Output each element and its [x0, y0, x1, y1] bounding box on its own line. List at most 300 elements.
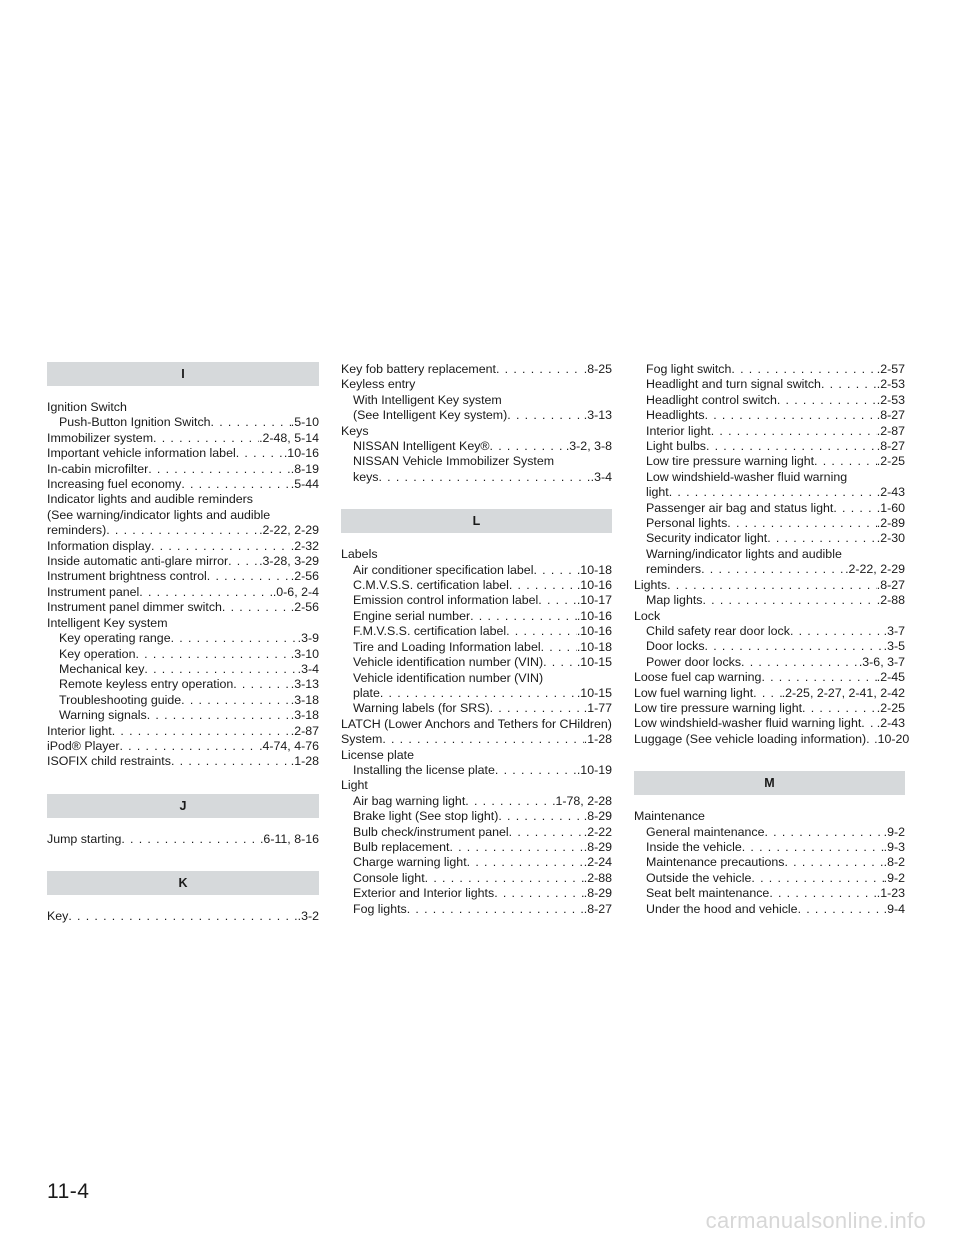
- index-entry-term: iPod® Player: [47, 738, 120, 753]
- index-entry-page-ref: .3-2, 3-8: [565, 439, 612, 454]
- index-entry: [47, 569, 319, 584]
- index-entry-page-ref: .0-6, 2-4: [272, 584, 319, 599]
- index-entry-term: Passenger air bag and status light: [646, 500, 834, 515]
- index-entry-page-ref: .2-43: [876, 485, 905, 500]
- index-subheading: Warning/indicator lights and audible: [646, 546, 842, 561]
- dot-leader: [777, 393, 877, 408]
- index-entry: [341, 701, 612, 716]
- dot-leader: [753, 686, 782, 701]
- dot-leader: [705, 408, 877, 423]
- index-entry-page-ref: .2-24: [583, 855, 612, 870]
- dot-leader: [507, 408, 583, 423]
- index-entry-term: System: [341, 732, 383, 747]
- index-entry-term: Charge warning light: [353, 855, 467, 870]
- index-entry-term: Engine serial number: [353, 608, 471, 623]
- index-entry-page-ref: .10-16: [283, 446, 319, 461]
- index-entry: [341, 609, 612, 624]
- index-entry-page-ref: .2-56: [290, 569, 319, 584]
- dot-leader: [228, 554, 259, 569]
- dot-leader: [106, 523, 259, 538]
- dot-leader: [407, 902, 584, 917]
- index-entry: [47, 832, 319, 847]
- index-entry: [341, 732, 612, 747]
- index-entry-term: Jump starting: [47, 831, 122, 846]
- index-entry: [634, 562, 905, 577]
- index-column-3: [634, 362, 910, 917]
- index-entry: [634, 624, 905, 639]
- index-entry-page-ref: .2-22: [583, 824, 612, 839]
- index-entry: [47, 647, 319, 662]
- index-entry-term: Vehicle identification number (VIN): [353, 655, 544, 670]
- dot-leader: [139, 585, 273, 600]
- index-entry-term: reminders: [646, 562, 702, 577]
- index-entry-term: Headlight control switch: [646, 392, 777, 407]
- dot-leader: [764, 825, 883, 840]
- dot-leader: [802, 701, 877, 716]
- index-heading: Keyless entry: [341, 377, 416, 392]
- index-entry-page-ref: .2-25, 2-27, 2-41, 2-42: [781, 685, 905, 700]
- index-entry: [634, 886, 905, 901]
- index-entry: [47, 662, 319, 677]
- index-entry-term: Console light: [353, 870, 425, 885]
- index-entry-term: Bulb replacement: [353, 839, 450, 854]
- index-entry-page-ref: .2-87: [876, 423, 905, 438]
- index-entry: [634, 531, 905, 546]
- index-entry: [634, 485, 905, 500]
- dot-leader: [509, 578, 577, 593]
- dot-leader: [705, 639, 884, 654]
- index-entry-term: Luggage (See vehicle loading information): [634, 731, 867, 746]
- dot-leader: [669, 485, 877, 500]
- index-entry-term: (See Intelligent Key system): [353, 408, 508, 423]
- index-entry: [634, 639, 905, 654]
- index-entry: [634, 424, 905, 439]
- dot-leader: [207, 569, 291, 584]
- index-entry: [341, 624, 612, 639]
- dot-leader: [731, 362, 876, 377]
- index-entry-term: Tire and Loading Information label: [353, 639, 541, 654]
- index-entry-page-ref: .3-9: [297, 631, 319, 646]
- dot-leader: [153, 431, 259, 446]
- index-entry-term: Instrument panel: [47, 584, 140, 599]
- dot-leader: [741, 655, 859, 670]
- index-entry: [634, 855, 905, 870]
- index-entry-page-ref: .8-27: [583, 901, 612, 916]
- index-entry-term: Key: [47, 909, 69, 924]
- index-entry-page-ref: .2-22, 2-29: [845, 562, 905, 577]
- dot-leader: [509, 825, 584, 840]
- index-entry-term: Air bag warning light: [353, 793, 466, 808]
- dot-leader: [538, 593, 577, 608]
- dot-leader: [236, 446, 284, 461]
- index-entry-page-ref: .3-18: [290, 692, 319, 707]
- index-entry: [341, 655, 612, 670]
- index-entry-page-ref: .3-4: [590, 469, 612, 484]
- index-subheading: Low windshield-washer fluid warning: [646, 469, 848, 484]
- index-entry-term: Instrument brightness control: [47, 569, 207, 584]
- index-entry: [341, 902, 612, 917]
- dot-leader: [833, 501, 876, 516]
- index-entry: [634, 840, 905, 855]
- index-entry: [47, 708, 319, 723]
- index-entry: [47, 415, 319, 430]
- index-entry-term: Immobilizer system: [47, 430, 154, 445]
- index-column-2: [341, 362, 612, 917]
- section-spacer: [341, 485, 612, 509]
- index-heading: LATCH (Lower Anchors and Tethers for CHildren): [341, 716, 612, 731]
- dot-leader: [151, 539, 291, 554]
- index-entry-term: Inside the vehicle: [646, 839, 742, 854]
- index-entry-term: Loose fuel cap warning: [634, 670, 762, 685]
- index-entry-page-ref: .6-11, 8-16: [259, 831, 319, 846]
- index-entry-page-ref: .1-23: [876, 886, 905, 901]
- index-entry: [47, 631, 319, 646]
- index-entry: [634, 670, 905, 685]
- dot-leader: [866, 732, 874, 747]
- section-spacer: [634, 747, 905, 771]
- dot-leader: [667, 578, 877, 593]
- index-entry-page-ref: .2-53: [876, 392, 905, 407]
- index-entry: [47, 693, 319, 708]
- dot-leader: [470, 609, 577, 624]
- index-entry-page-ref: .2-53: [876, 377, 905, 392]
- index-entry: [634, 501, 905, 516]
- index-entry: [341, 886, 612, 901]
- index-entry-term: Door locks: [646, 639, 705, 654]
- index-entry: [634, 593, 905, 608]
- index-entry-page-ref: .2-56: [290, 600, 319, 615]
- index-heading: Keys: [341, 423, 369, 438]
- index-entry-term: In-cabin microfilter: [47, 461, 149, 476]
- index-entry-term: Fog light switch: [646, 362, 732, 376]
- index-entry: [341, 855, 612, 870]
- index-entry: [341, 809, 612, 824]
- index-entry: [634, 871, 905, 886]
- dot-leader: [181, 477, 290, 492]
- index-entry: [47, 724, 319, 739]
- dot-leader: [541, 640, 577, 655]
- index-entry-term: Warning labels (for SRS): [353, 701, 490, 716]
- index-entry-term: Remote keyless entry operation: [59, 677, 234, 692]
- dot-leader: [784, 855, 883, 870]
- index-entry-page-ref: .1-77: [583, 701, 612, 716]
- dot-leader: [711, 424, 877, 439]
- dot-leader: [814, 454, 877, 469]
- index-entry-term: Troubleshooting guide: [59, 692, 182, 707]
- index-entry-term: Headlight and turn signal switch: [646, 377, 821, 392]
- dot-leader: [465, 794, 552, 809]
- index-entry-page-ref: .2-43: [876, 716, 905, 731]
- index-entry-page-ref: .10-16: [576, 578, 612, 593]
- section-letter-header: M: [634, 771, 905, 795]
- index-entry: [47, 446, 319, 461]
- index-entry-term: Key operating range: [59, 631, 171, 646]
- index-entry-page-ref: .8-2: [883, 855, 905, 870]
- index-entry-term: Lights: [634, 577, 668, 592]
- index-entry-page-ref: .2-22, 2-29: [259, 523, 319, 538]
- dot-leader: [382, 732, 583, 747]
- section-letter-header: K: [47, 871, 319, 895]
- index-entry-term: ISOFIX child restraints: [47, 754, 171, 769]
- index-heading: Light: [341, 778, 368, 793]
- index-entry-term: Personal lights: [646, 516, 728, 531]
- index-entry-page-ref: .2-57: [876, 362, 905, 376]
- index-entry-page-ref: .4-74, 4-76: [259, 738, 319, 753]
- index-entry-page-ref: .2-25: [876, 454, 905, 469]
- dot-leader: [135, 647, 290, 662]
- index-entry-page-ref: .3-28, 3-29: [259, 554, 319, 569]
- index-entry-page-ref: .10-15: [576, 655, 612, 670]
- dot-leader: [490, 439, 566, 454]
- index-entry-page-ref: .3-18: [290, 708, 319, 723]
- dot-leader: [120, 739, 260, 754]
- index-entry: [634, 578, 905, 593]
- dot-leader: [494, 886, 584, 901]
- index-entry-page-ref: .1-60: [876, 500, 905, 515]
- index-entry: [634, 408, 905, 423]
- section-spacer: [47, 770, 319, 794]
- index-entry-page-ref: .3-7: [883, 623, 905, 638]
- index-entry-page-ref: .10-17: [576, 593, 612, 608]
- index-entry-page-ref: .2-32: [290, 538, 319, 553]
- index-entry-term: Push-Button Ignition Switch: [59, 415, 211, 430]
- index-entry-term: Outside the vehicle: [646, 870, 752, 885]
- dot-leader: [496, 362, 584, 377]
- index-entry: [47, 554, 319, 569]
- section-letter-header: J: [47, 794, 319, 818]
- index-heading: Lock: [634, 608, 661, 623]
- index-entry-page-ref: .10-18: [576, 639, 612, 654]
- dot-leader: [761, 670, 876, 685]
- index-entry-page-ref: .2-88: [876, 593, 905, 608]
- index-entry-page-ref: .8-27: [876, 408, 905, 423]
- index-entry-page-ref: .2-87: [290, 723, 319, 738]
- dot-leader: [767, 531, 877, 546]
- index-entry-term: NISSAN Intelligent Key®: [353, 439, 490, 454]
- index-entry-page-ref: .1-78, 2-28: [552, 793, 612, 808]
- dot-leader: [861, 716, 876, 731]
- index-subheading: Vehicle identification number (VIN): [353, 670, 544, 685]
- section-spacer: [47, 847, 319, 871]
- index-entry: [47, 677, 319, 692]
- index-entry-page-ref: .1-28: [290, 754, 319, 769]
- index-entry-term: Instrument panel dimmer switch: [47, 600, 222, 615]
- index-entry-term: Headlights: [646, 408, 705, 423]
- index-entry: [341, 794, 612, 809]
- index-entry-term: Low fuel warning light: [634, 685, 754, 700]
- index-entry-page-ref: .8-19: [290, 461, 319, 476]
- index-entry: [341, 408, 612, 423]
- index-entry: [341, 439, 612, 454]
- index-entry-page-ref: .9-2: [883, 870, 905, 885]
- index-entry: [634, 686, 905, 701]
- dot-leader: [790, 624, 884, 639]
- index-heading: Maintenance: [634, 809, 705, 824]
- index-entry-term: General maintenance: [646, 824, 765, 839]
- index-entry: [634, 393, 905, 408]
- dot-leader: [706, 439, 877, 454]
- index-entry: [341, 362, 612, 377]
- index-entry-page-ref: .3-5: [883, 639, 905, 654]
- index-entry-page-ref: .9-4: [883, 901, 905, 916]
- index-entry: [47, 600, 319, 615]
- index-entry-term: Brake light (See stop light): [353, 809, 499, 824]
- index-entry-term: light: [646, 485, 669, 500]
- index-entry-page-ref: .2-45: [876, 670, 905, 685]
- index-entry-term: Under the hood and vehicle: [646, 901, 798, 916]
- index-entry: [47, 539, 319, 554]
- dot-leader: [68, 909, 297, 924]
- dot-leader: [821, 377, 877, 392]
- index-entry-term: Fog lights: [353, 901, 407, 916]
- index-entry-term: Seat belt maintenance: [646, 886, 770, 901]
- dot-leader: [751, 871, 883, 886]
- index-entry-page-ref: .3-6, 3-7: [858, 654, 905, 669]
- section-letter-header: L: [341, 509, 612, 533]
- index-entry-term: Emission control information label: [353, 593, 539, 608]
- index-entry-term: plate: [353, 685, 380, 700]
- index-entry: [341, 470, 612, 485]
- index-entry: [341, 763, 612, 778]
- index-entry-page-ref: .3-13: [290, 677, 319, 692]
- dot-leader: [769, 886, 876, 901]
- index-entry: [634, 516, 905, 531]
- dot-leader: [533, 563, 576, 578]
- dot-leader: [495, 763, 577, 778]
- dot-leader: [425, 871, 584, 886]
- index-entry: [341, 871, 612, 886]
- index-entry: [341, 578, 612, 593]
- dot-leader: [798, 902, 884, 917]
- index-entry-page-ref: .3-13: [583, 408, 612, 423]
- dot-leader: [147, 708, 291, 723]
- index-entry: [47, 909, 319, 924]
- index-entry-term: Low tire pressure warning light: [646, 454, 815, 469]
- index-entry: [341, 686, 612, 701]
- index-entry-page-ref: .10-16: [576, 624, 612, 639]
- index-entry: [47, 462, 319, 477]
- index-subheading: NISSAN Vehicle Immobilizer System: [353, 454, 555, 469]
- index-entry-term: Warning signals: [59, 708, 147, 723]
- index-entry-page-ref: .2-30: [876, 531, 905, 546]
- index-entry-page-ref: .8-27: [876, 577, 905, 592]
- index-entry-page-ref: .3-2: [297, 909, 319, 924]
- watermark-text: carmanualsonline.info: [705, 1208, 926, 1233]
- index-entry-page-ref: .9-2: [883, 824, 905, 839]
- index-entry: [47, 754, 319, 769]
- index-heading: Indicator lights and audible reminders: [47, 492, 253, 507]
- index-entry-term: Interior light: [646, 423, 711, 438]
- index-entry: [341, 563, 612, 578]
- dot-leader: [449, 840, 583, 855]
- index-entry-page-ref: .8-25: [583, 362, 612, 376]
- index-entry: [634, 731, 910, 747]
- index-entry-term: Light bulbs: [646, 439, 706, 454]
- index-entry-page-ref: .5-10: [290, 415, 319, 430]
- dot-leader: [701, 562, 845, 577]
- index-entry-term: Key operation: [59, 646, 136, 661]
- dot-leader: [727, 516, 876, 531]
- index-heading: Labels: [341, 547, 378, 562]
- index-entry: [634, 701, 905, 716]
- index-entry-term: Low tire pressure warning light: [634, 700, 803, 715]
- index-heading: Intelligent Key system: [47, 615, 168, 630]
- index-entry-term: Information display: [47, 538, 151, 553]
- index-heading: License plate: [341, 747, 415, 762]
- index-entry-term: Important vehicle information label: [47, 446, 236, 461]
- index-entry-term: Air conditioner specification label: [353, 562, 534, 577]
- index-entry-term: Installing the license plate: [353, 762, 495, 777]
- index-entry: [341, 593, 612, 608]
- index-heading: (See warning/indicator lights and audible: [47, 507, 271, 522]
- index-entry-term: F.M.V.S.S. certification label: [353, 624, 507, 639]
- dot-leader: [171, 631, 298, 646]
- index-entry-term: Exterior and Interior lights: [353, 886, 495, 901]
- index-entry-page-ref: .10-16: [576, 608, 612, 623]
- index-entry-term: Child safety rear door lock: [646, 623, 790, 638]
- index-entry-page-ref: .8-29: [583, 886, 612, 901]
- index-entry-page-ref: .2-88: [583, 870, 612, 885]
- index-entry-term: Key fob battery replacement: [341, 362, 496, 376]
- index-entry: [634, 362, 905, 377]
- index-entry-page-ref: .10-19: [576, 762, 612, 777]
- index-entry: [341, 825, 612, 840]
- dot-leader: [112, 724, 291, 739]
- index-entry-page-ref: .9-3: [883, 839, 905, 854]
- index-entry-page-ref: .10-20: [874, 731, 910, 746]
- index-entry-page-ref: .8-29: [583, 839, 612, 854]
- index-entry-page-ref: .2-25: [876, 700, 905, 715]
- index-entry-term: Mechanical key: [59, 661, 145, 676]
- dot-leader: [490, 701, 584, 716]
- dot-leader: [171, 754, 291, 769]
- index-entry: [634, 902, 905, 917]
- index-entry: [634, 377, 905, 392]
- page-number: 11-4: [47, 1180, 90, 1203]
- index-entry: [47, 585, 319, 600]
- dot-leader: [222, 600, 291, 615]
- dot-leader: [702, 593, 876, 608]
- dot-leader: [742, 840, 884, 855]
- index-entry-term: Power door locks: [646, 654, 742, 669]
- index-entry: [47, 523, 319, 538]
- index-entry-term: keys: [353, 469, 379, 484]
- index-entry-page-ref: .2-48, 5-14: [259, 430, 319, 445]
- index-entry-term: Bulb check/instrument panel: [353, 824, 509, 839]
- index-entry: [47, 739, 319, 754]
- index-entry-page-ref: .1-28: [583, 732, 612, 747]
- index-entry: [634, 439, 905, 454]
- dot-leader: [233, 677, 291, 692]
- dot-leader: [380, 686, 577, 701]
- index-entry-term: Inside automatic anti-glare mirror: [47, 554, 229, 569]
- index-entry: [341, 840, 612, 855]
- dot-leader: [543, 655, 577, 670]
- index-entry-page-ref: .3-4: [297, 661, 319, 676]
- index-entry-page-ref: .8-29: [583, 809, 612, 824]
- index-entry: [634, 655, 905, 670]
- index-entry: [47, 477, 319, 492]
- index-entry-page-ref: .5-44: [290, 477, 319, 492]
- index-heading: Ignition Switch: [47, 400, 127, 414]
- section-letter-header: I: [47, 362, 319, 386]
- dot-leader: [498, 809, 583, 824]
- index-subheading: With Intelligent Key system: [353, 392, 502, 407]
- index-entry-term: Increasing fuel economy: [47, 477, 182, 492]
- index-entry: [47, 431, 319, 446]
- index-entry-page-ref: .8-27: [876, 439, 905, 454]
- index-column-1: [47, 362, 319, 925]
